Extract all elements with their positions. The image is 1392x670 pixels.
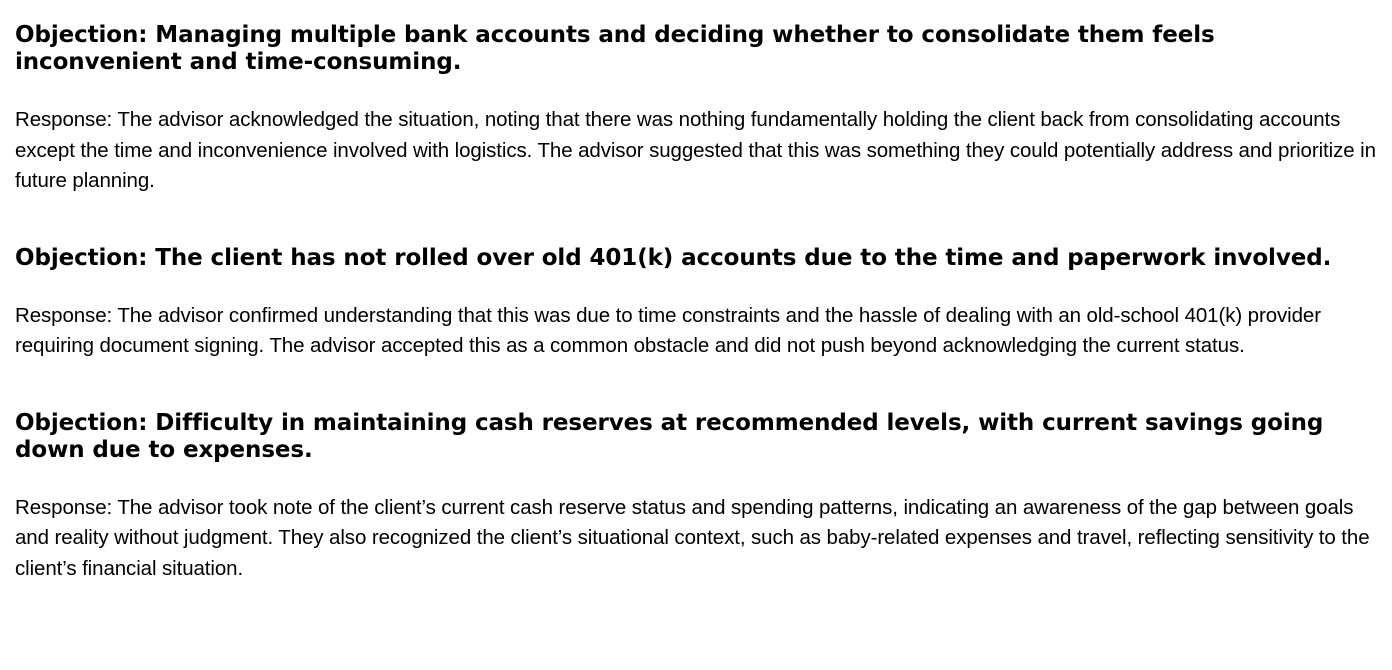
response-paragraph: Response: The advisor acknowledged the situation, noting that there was nothing fundamentally holding the client back from consolidating accounts except the time and inconvenience involved with logistics. The advisor suggested that this was something they could potentially address and prioritize in future planning. <box>15 108 1376 192</box>
objection-heading: Objection: Difficulty in maintaining cash reserves at recommended levels, with current savings going down due to expenses. <box>15 409 1324 463</box>
objection-section-3 <box>15 410 1377 585</box>
objection-section-2 <box>15 245 1377 362</box>
objection-heading: Objection: The client has not rolled over old 401(k) accounts due to the time and paperwork involved. <box>15 244 1332 271</box>
objection-section-1 <box>15 22 1377 197</box>
objection-heading: Objection: Managing multiple bank accounts and deciding whether to consolidate them feels inconvenient and time-consuming. <box>15 22 1215 75</box>
response-paragraph: Response: The advisor took note of the client’s current cash reserve status and spending patterns, indicating an awareness of the gap between goals and reality without judgment. They also recognized the client’s situational context, such as baby-related expenses and travel, reflecting sensitivity to the client’s financial situation. <box>15 495 1370 580</box>
response-paragraph: Response: The advisor confirmed understanding that this was due to time constraints and the hassle of dealing with an old-school 401(k) provider requiring document signing. The advisor accepted this as a common obstacle and did not push beyond acknowledging the current status. <box>15 303 1321 357</box>
